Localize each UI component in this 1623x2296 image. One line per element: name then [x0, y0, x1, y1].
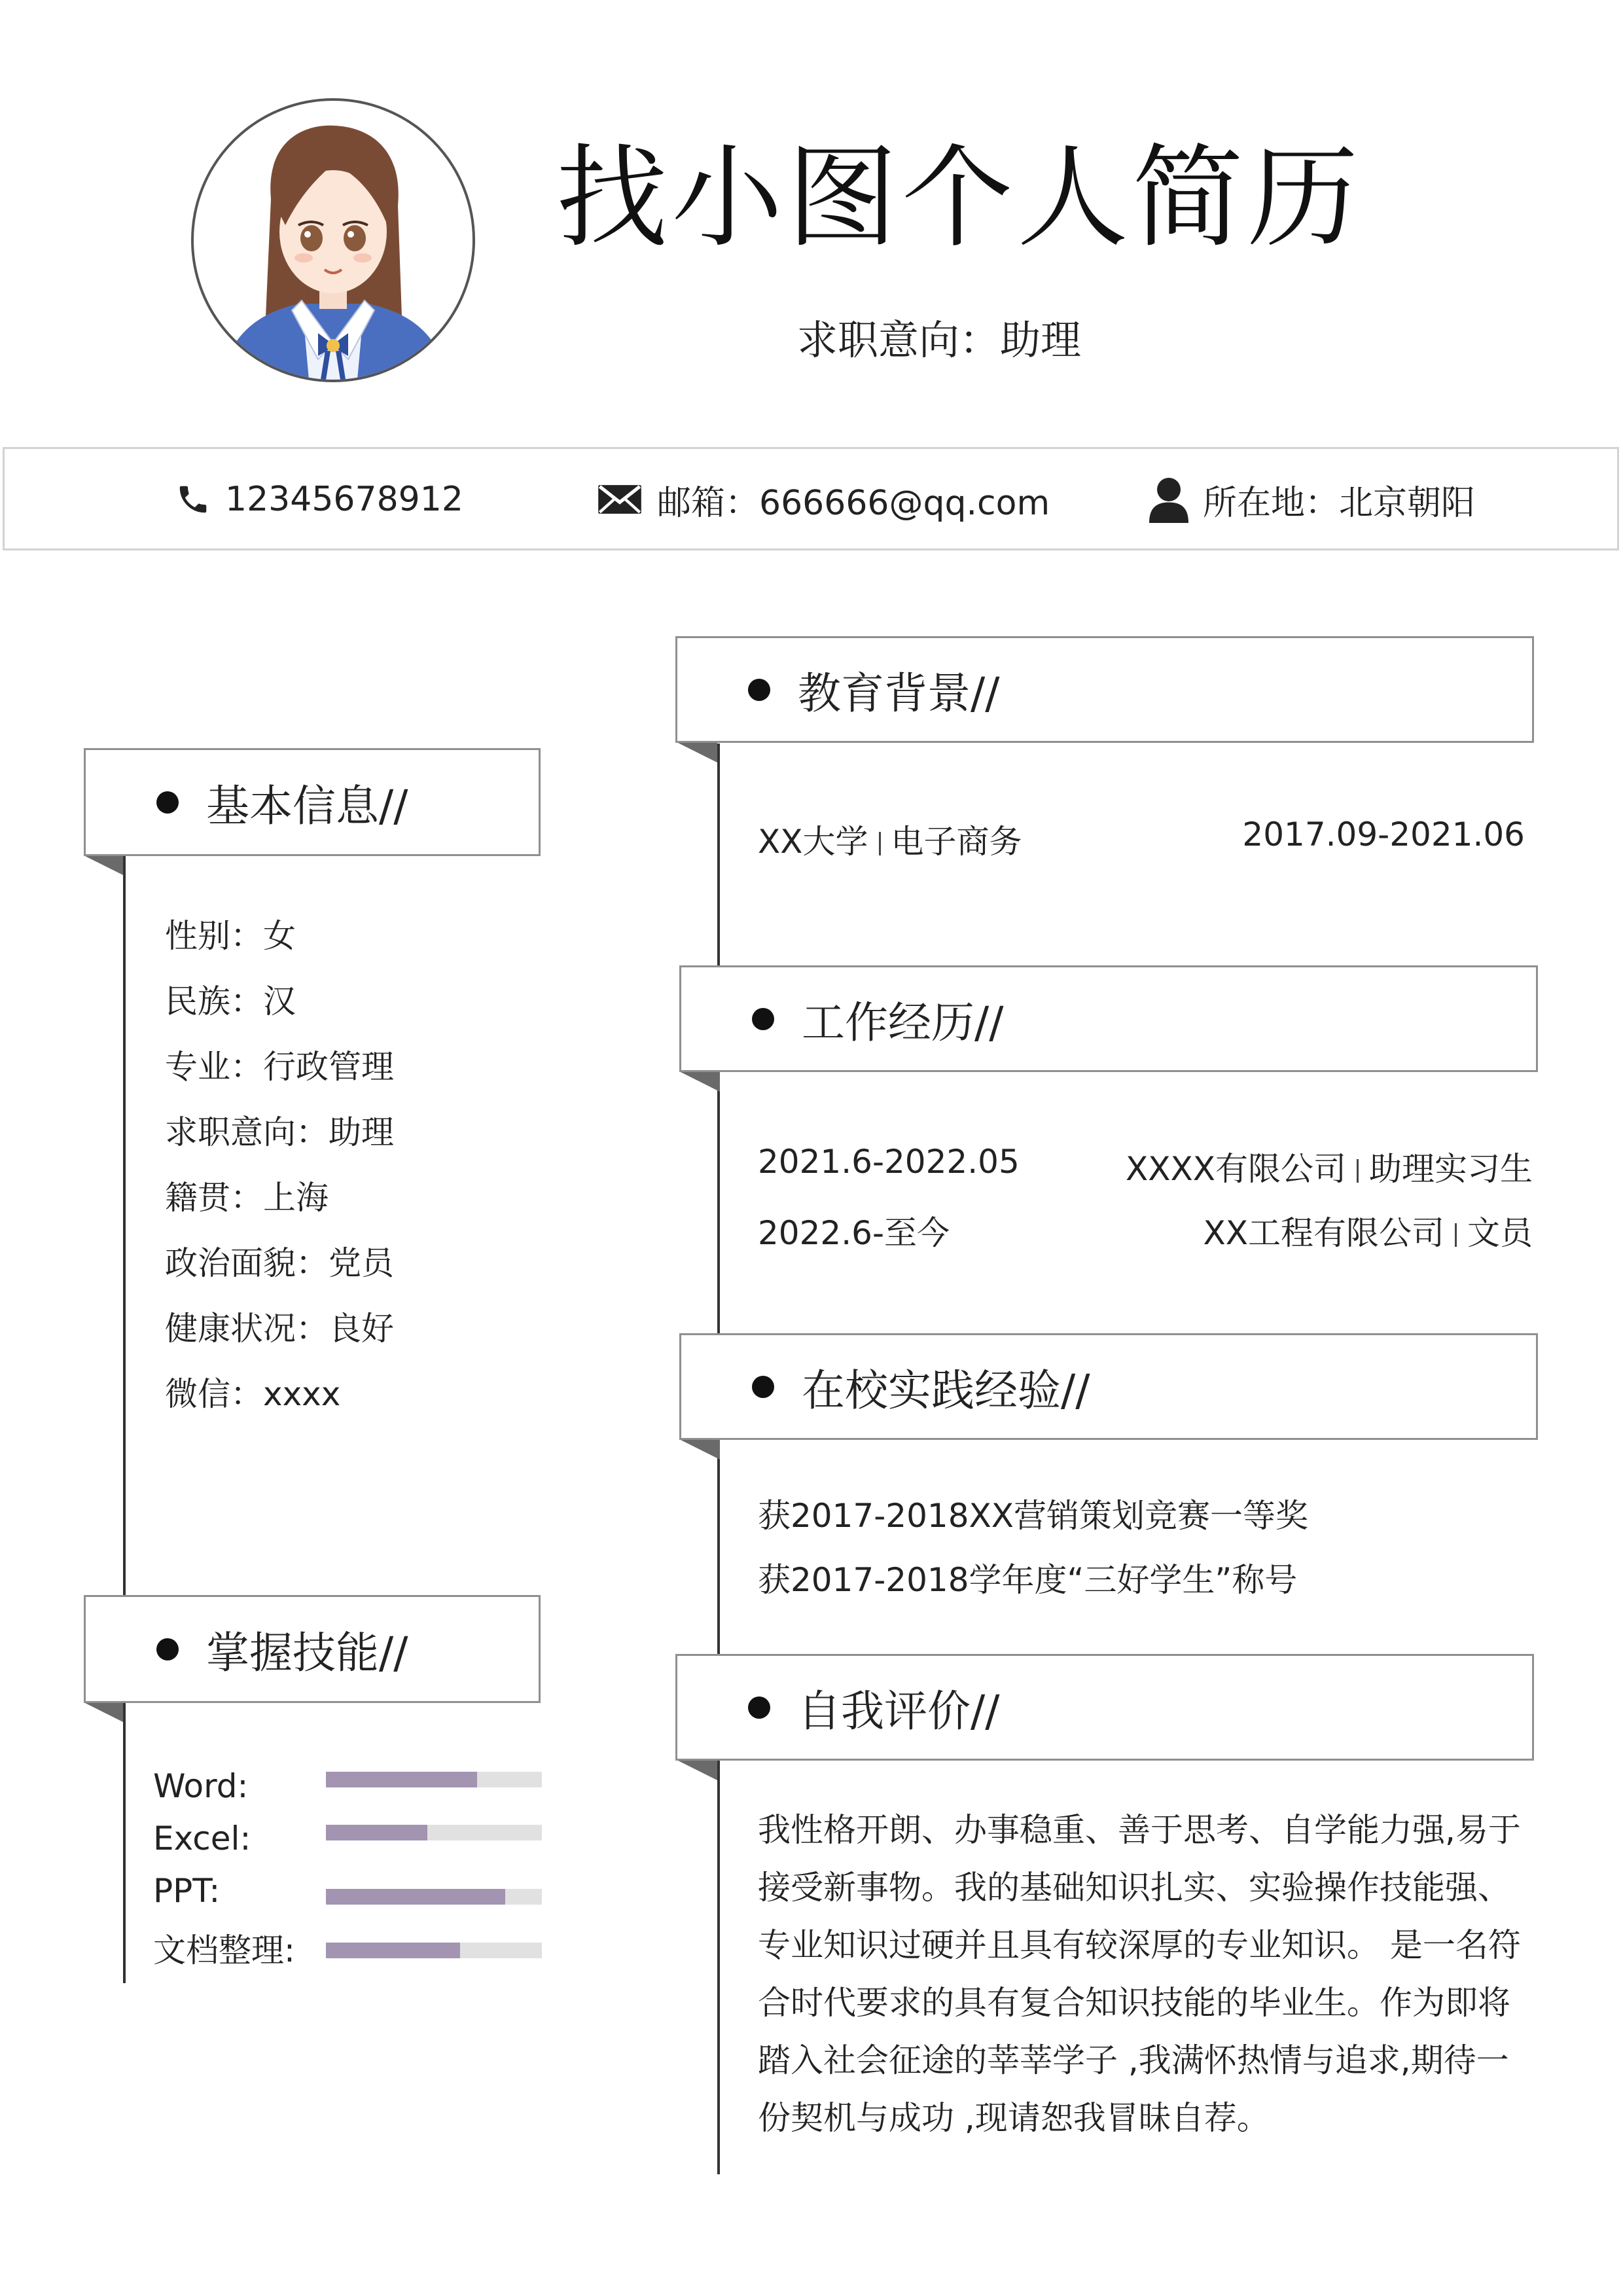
work-period-1: 2021.6-2022.05: [758, 1143, 1020, 1181]
bullet-dot: [748, 1696, 770, 1719]
practice-item-1: 获2017-2018XX营销策划竞赛一等奖: [758, 1497, 1309, 1535]
bullet-dot: [156, 1638, 179, 1660]
info-hometown: 籍贯：上海: [165, 1179, 329, 1217]
evaluation-text: [758, 1801, 1524, 2147]
separator: [1357, 1159, 1359, 1183]
fold-corner: [681, 1440, 720, 1460]
section-title: 掌握技能//: [206, 1628, 408, 1678]
work-company-role-1: [1126, 1143, 1533, 1190]
separator: [1455, 1223, 1457, 1247]
skill-bar-fill: [326, 1772, 477, 1787]
avatar: [191, 98, 475, 382]
skill-bar-doc: [326, 1943, 542, 1958]
practice-item-2: 获2017-2018学年度“三好学生”称号: [758, 1561, 1298, 1599]
evaluation-line: 踏入社会征途的莘莘学子 ,我满怀热情与追求,期待一: [758, 2041, 1509, 2079]
section-title: 教育背景//: [798, 668, 1000, 719]
skill-bar-excel: [326, 1825, 542, 1840]
avatar-illustration: [194, 101, 473, 380]
page-title: 找小图个人简历: [556, 134, 1363, 263]
work-role: 助理实习生: [1369, 1150, 1533, 1188]
evaluation-line: 专业知识过硬并且具有较深厚的专业知识。 是一名符: [758, 1926, 1521, 1964]
section-title: 工作经历//: [802, 997, 1004, 1048]
section-practice-header: [679, 1333, 1538, 1440]
fold-corner: [678, 1761, 717, 1780]
left-timeline-line: [123, 856, 126, 1596]
work-period-2: 2022.6-至今: [758, 1214, 950, 1252]
skill-bar-fill: [326, 1943, 460, 1958]
info-job-intent: 求职意向：助理: [165, 1113, 394, 1151]
education-school-major: [758, 816, 1022, 863]
skill-bar-word: [326, 1772, 542, 1787]
job-intent-subtitle: 求职意向：助理: [797, 316, 1082, 364]
left-timeline-line: [123, 1703, 126, 1983]
education-period: 2017.09-2021.06: [1242, 816, 1525, 853]
evaluation-line: 我性格开朗、办事稳重、善于思考、自学能力强,易于: [758, 1811, 1521, 1849]
section-evaluation-header: [675, 1654, 1534, 1761]
contact-email: [597, 478, 1050, 521]
fold-corner: [681, 1072, 720, 1092]
info-political-status: 政治面貌：党员: [165, 1244, 394, 1282]
work-company-role-2: [1203, 1207, 1533, 1254]
work-role: 文员: [1467, 1214, 1533, 1252]
education-school: XX大学: [758, 823, 868, 861]
skill-label-doc: 文档整理:: [153, 1931, 295, 1969]
info-wechat: 微信：xxxx: [165, 1375, 341, 1413]
person-icon: [1149, 476, 1188, 523]
evaluation-line: 份契机与成功 ,现请恕我冒昧自荐。: [758, 2099, 1270, 2137]
skill-label-ppt: PPT:: [153, 1872, 221, 1910]
skill-label-word: Word:: [153, 1767, 249, 1805]
contact-phone: [175, 478, 463, 521]
section-education-header: [675, 636, 1534, 743]
skill-bar-ppt: [326, 1889, 542, 1905]
phone-number: 12345678912: [225, 480, 463, 519]
separator: [879, 832, 881, 855]
phone-icon: [175, 482, 211, 517]
section-work-header: [679, 965, 1538, 1072]
location-text: 所在地：北京朝阳: [1203, 483, 1476, 523]
skill-label-excel: Excel:: [153, 1820, 251, 1857]
skill-bar-fill: [326, 1889, 505, 1905]
bullet-dot: [752, 1008, 774, 1030]
skill-bar-fill: [326, 1825, 427, 1840]
info-health: 健康状况：良好: [165, 1310, 394, 1348]
bullet-dot: [748, 679, 770, 701]
section-skills-header: [84, 1595, 541, 1703]
evaluation-line: 接受新事物。我的基础知识扎实、实验操作技能强、: [758, 1869, 1510, 1907]
section-title: 在校实践经验//: [802, 1365, 1090, 1416]
email-text: 邮箱：666666@qq.com: [657, 483, 1050, 523]
mail-icon: [597, 482, 643, 517]
work-company: XX工程有限公司: [1203, 1214, 1444, 1252]
section-title: 基本信息//: [206, 781, 408, 831]
fold-corner: [85, 1703, 124, 1723]
section-basic-info-header: [84, 748, 541, 856]
section-title: 自我评价//: [798, 1686, 1000, 1736]
fold-corner: [678, 743, 717, 762]
bullet-dot: [156, 791, 179, 814]
education-major: 电子商务: [891, 823, 1022, 861]
info-major: 专业：行政管理: [165, 1048, 394, 1086]
info-ethnicity: 民族：汉: [165, 982, 296, 1020]
fold-corner: [85, 856, 124, 876]
contact-location: [1149, 478, 1475, 521]
work-company: XXXX有限公司: [1125, 1150, 1346, 1188]
bullet-dot: [752, 1376, 774, 1398]
evaluation-line: 合时代要求的具有复合知识技能的毕业生。作为即将: [758, 1984, 1510, 2022]
info-gender: 性别：女: [165, 917, 296, 955]
